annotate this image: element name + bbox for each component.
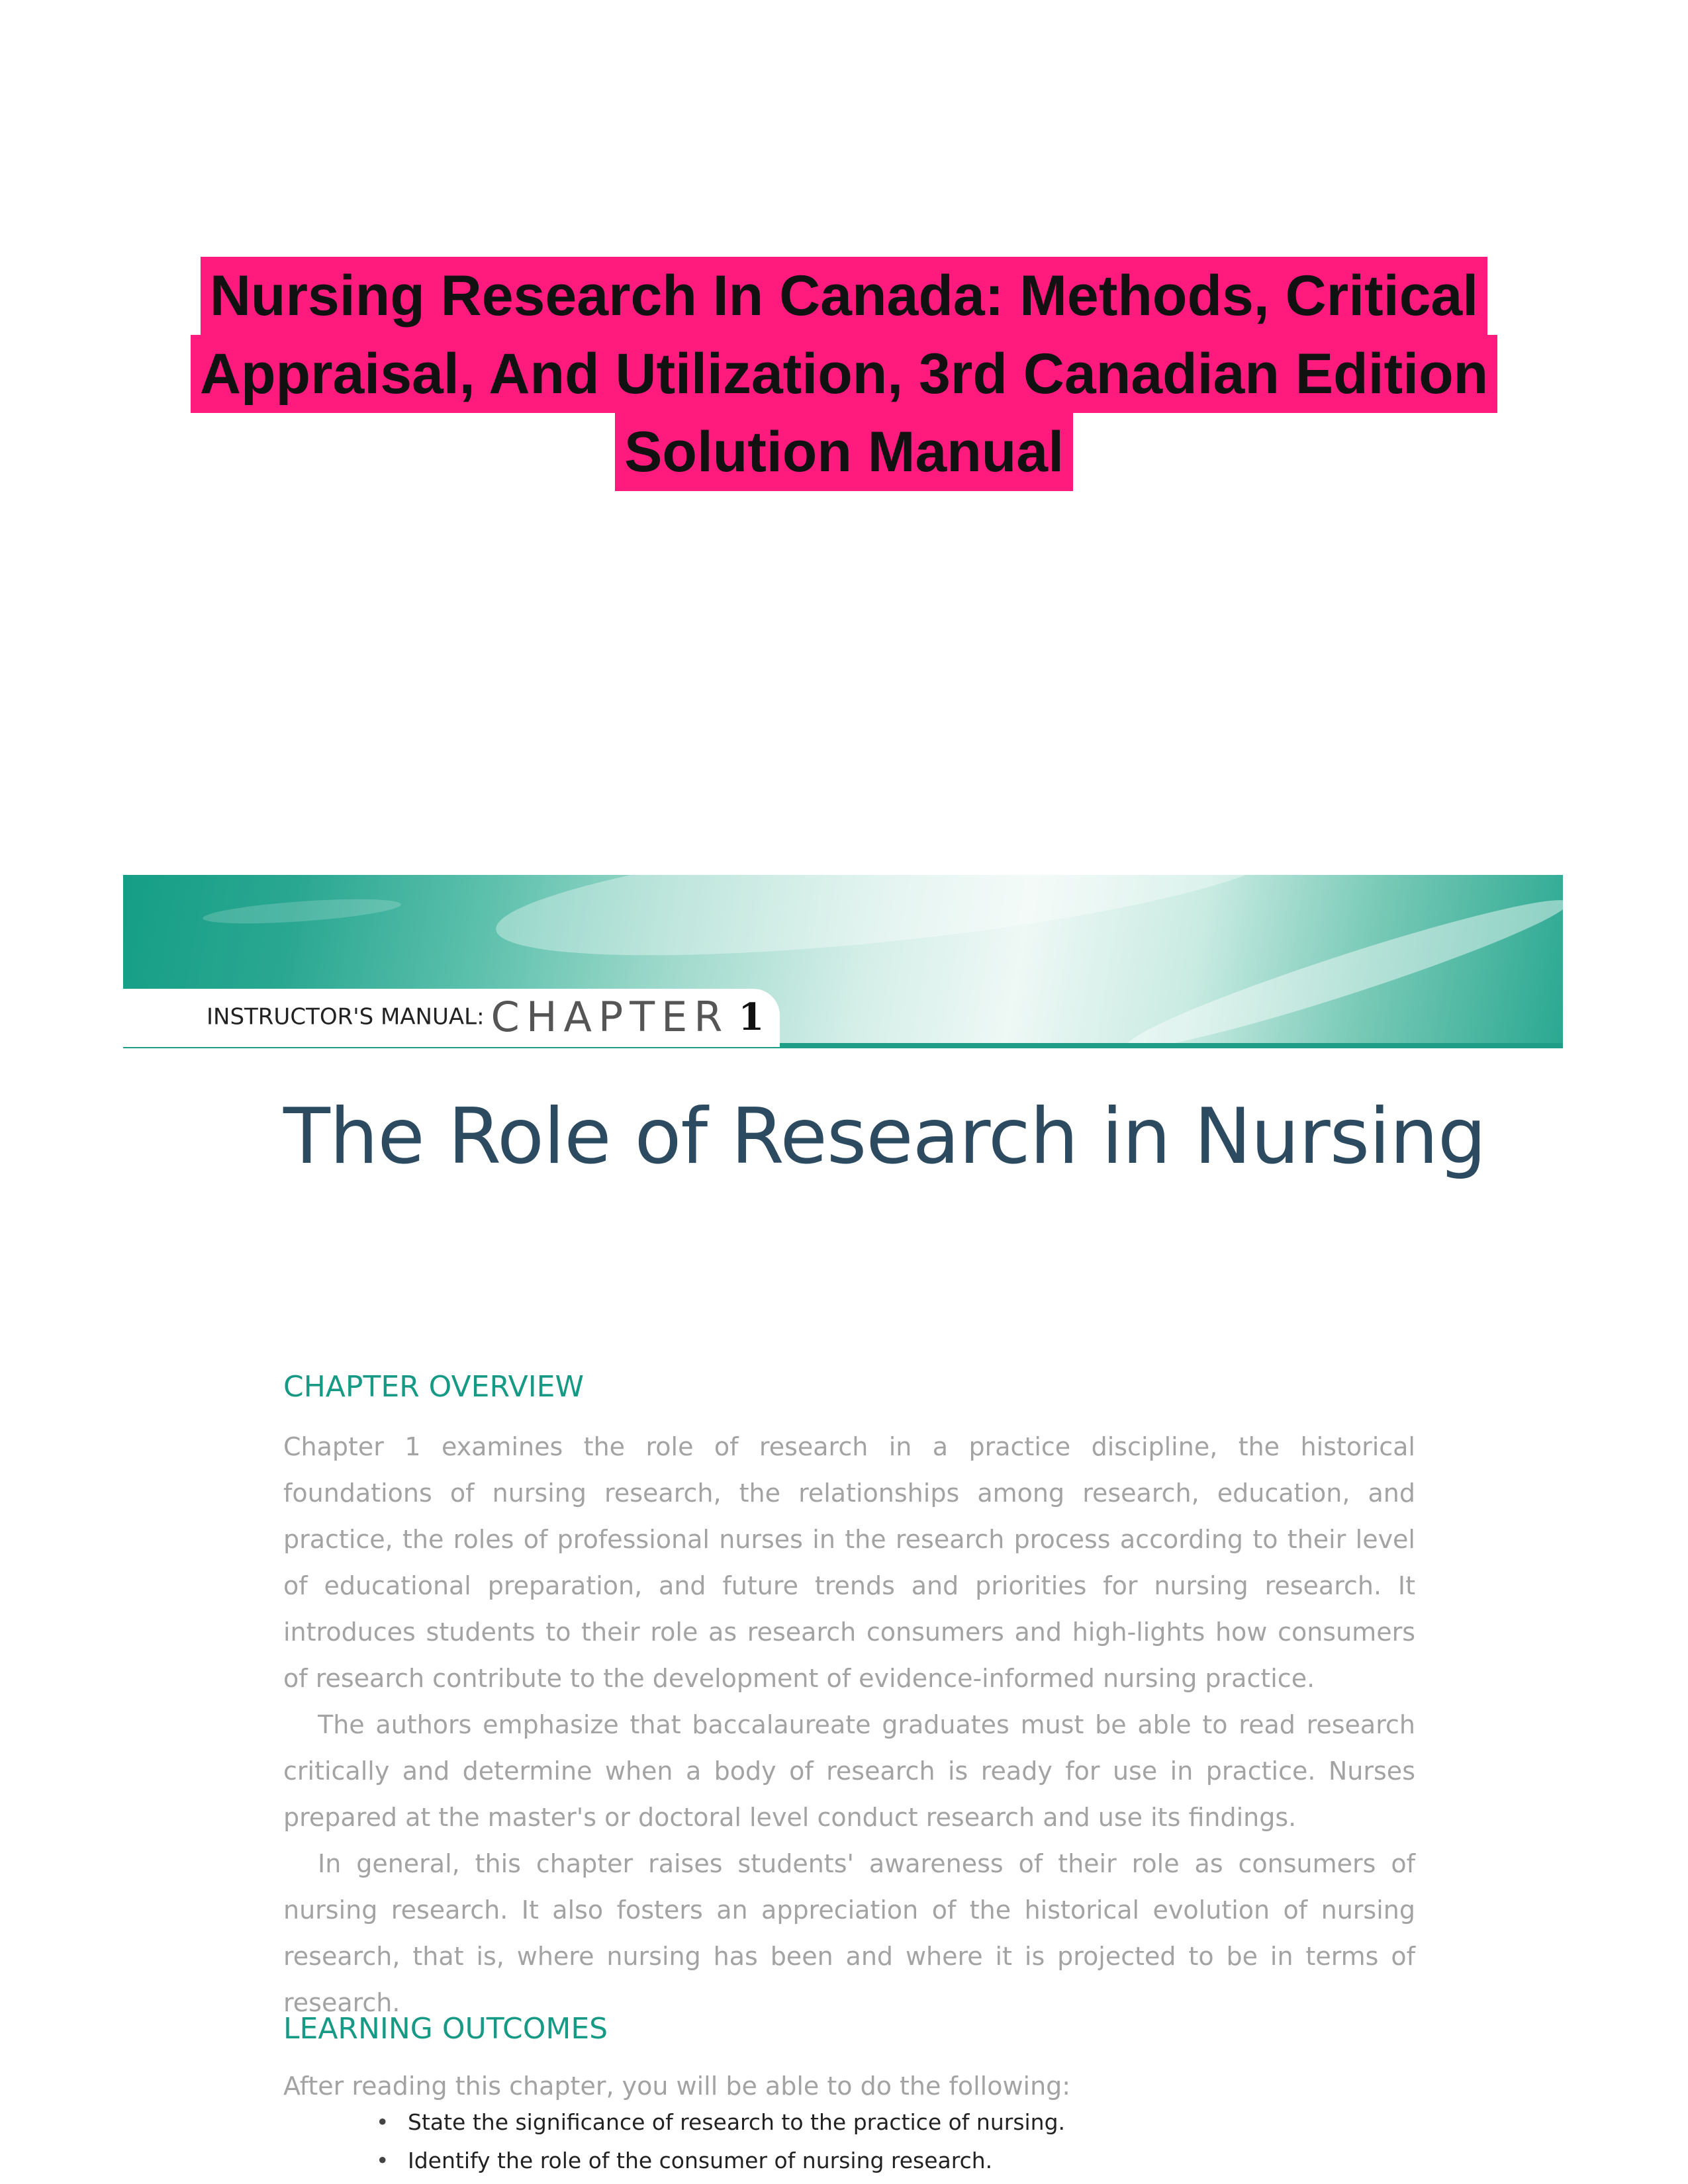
outcome-text: Identify the role of the consumer of nursing research. (408, 2148, 993, 2173)
overview-heading: CHAPTER OVERVIEW (283, 1370, 584, 1404)
chapter-title: The Role of Research in Nursing (283, 1092, 1486, 1181)
title-line: Solution Manual (615, 413, 1073, 491)
chapter-tab-label (207, 993, 764, 1046)
title-line: Nursing Research In Canada: Methods, Critical (201, 257, 1487, 335)
document-title (0, 257, 1688, 491)
outcomes-intro: After reading this chapter, you will be able to do the following: (283, 2071, 1071, 2101)
banner-sheen (491, 875, 1291, 982)
list-item (376, 2142, 1065, 2180)
instructors-manual-label: INSTRUCTOR'S MANUAL: (207, 1003, 485, 1030)
title-line: Appraisal, And Utilization, 3rd Canadian Edition (191, 335, 1497, 413)
bullet-icon: • (376, 2148, 389, 2173)
overview-paragraph: Chapter 1 examines the role of research in a practice discipline, the historical foundations of nursing research, the relationships among research, education, and practice, the roles of professional nurses in the research process according to their level of educational preparation, and future trends and priorities for nursing research. It introduces students to their role as research consumers and high-lights how consumers of research contribute to the development of evidence-informed nursing practice. (283, 1432, 1415, 1693)
outcomes-list (376, 2103, 1065, 2180)
chapter-number: 1 (738, 995, 765, 1039)
bullet-icon: • (376, 2109, 389, 2135)
overview-paragraph: In general, this chapter raises students' awareness of their role as consumers of nursing research. It also fosters an appreciation of the historical evolution of nursing research, that is, where nursing has been and where it is projected to be in terms of research. (283, 1849, 1415, 2017)
outcomes-heading: LEARNING OUTCOMES (283, 2012, 608, 2046)
list-item (376, 2103, 1065, 2142)
banner-sheen (1121, 884, 1563, 1048)
chapter-word: CHAPTER (491, 993, 729, 1041)
outcome-text: State the significance of research to the practice of nursing. (408, 2109, 1066, 2135)
banner-sheen (202, 895, 401, 929)
overview-paragraph: The authors emphasize that baccalaureate graduates must be able to read research critically and determine when a body of research is ready for use in practice. Nurses prepared at the master's or doctoral level conduct research and use its findings. (283, 1710, 1415, 1832)
